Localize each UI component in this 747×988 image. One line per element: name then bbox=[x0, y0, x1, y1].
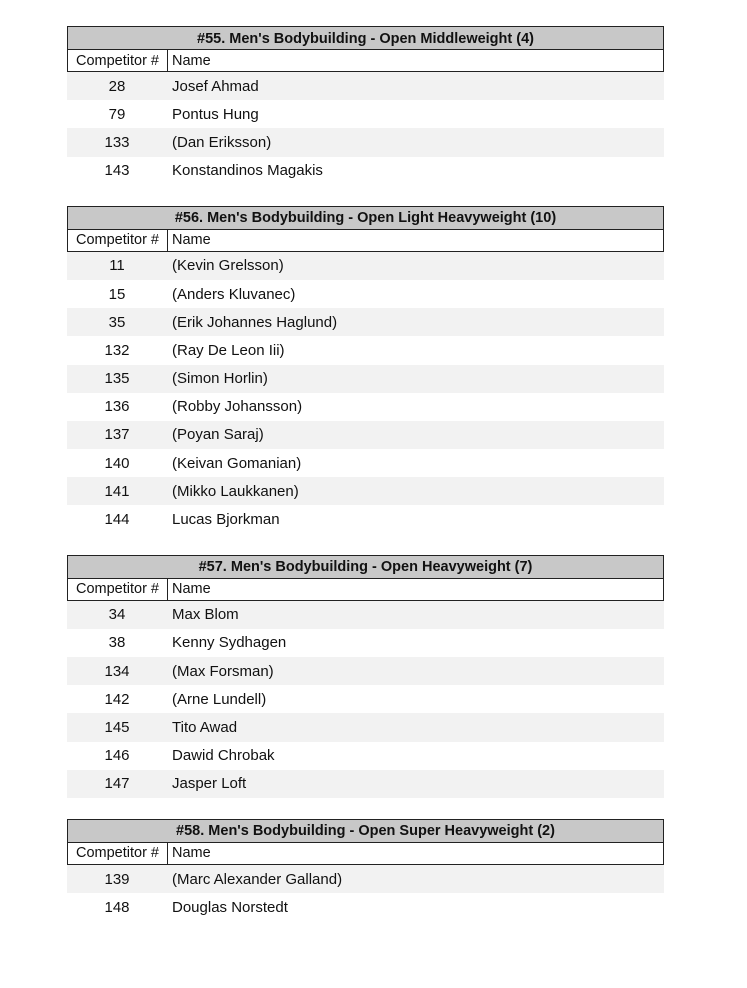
competitor-list bbox=[67, 601, 664, 798]
competitor-number: 133 bbox=[104, 133, 130, 151]
competitor-row bbox=[67, 742, 664, 770]
division-58 bbox=[67, 819, 664, 921]
competitor-name: Jasper Loft bbox=[172, 775, 247, 793]
competitor-number: 141 bbox=[104, 482, 130, 500]
competitor-name: (Arne Lundell) bbox=[172, 690, 267, 708]
competitor-number: 145 bbox=[104, 718, 130, 736]
competitor-row bbox=[67, 280, 664, 308]
competitor-number: 143 bbox=[104, 162, 130, 180]
competitor-name: (Robby Johansson) bbox=[172, 398, 303, 416]
competitor-number: 137 bbox=[104, 426, 130, 444]
column-header-name: Name bbox=[172, 232, 211, 249]
competitor-row bbox=[67, 393, 664, 421]
division-title: #56. Men's Bodybuilding - Open Light Heavyweight (10) bbox=[67, 206, 664, 230]
competitor-list bbox=[67, 865, 664, 921]
competitor-name: Kenny Sydhagen bbox=[172, 634, 287, 652]
competitor-name: (Max Forsman) bbox=[172, 662, 274, 680]
competitor-number: 140 bbox=[104, 454, 130, 472]
competitor-row bbox=[67, 252, 664, 280]
column-header-row bbox=[67, 843, 664, 865]
roster-page bbox=[67, 26, 664, 942]
competitor-name: (Mikko Laukkanen) bbox=[172, 482, 299, 500]
division-title: #55. Men's Bodybuilding - Open Middleweight (4) bbox=[67, 26, 664, 50]
column-header-row bbox=[67, 230, 664, 252]
competitor-list bbox=[67, 72, 664, 185]
competitor-row bbox=[67, 601, 664, 629]
competitor-number: 79 bbox=[108, 105, 126, 123]
column-header-name: Name bbox=[172, 581, 211, 598]
competitor-row bbox=[67, 657, 664, 685]
competitor-name: (Marc Alexander Galland) bbox=[172, 870, 343, 888]
division-title: #57. Men's Bodybuilding - Open Heavyweight (7) bbox=[67, 555, 664, 579]
competitor-number: 35 bbox=[108, 313, 126, 331]
competitor-row bbox=[67, 770, 664, 798]
competitor-number: 146 bbox=[104, 747, 130, 765]
competitor-number: 38 bbox=[108, 634, 126, 652]
division-56 bbox=[67, 206, 664, 534]
competitor-row bbox=[67, 477, 664, 505]
competitor-row bbox=[67, 505, 664, 533]
competitor-name: Max Blom bbox=[172, 606, 239, 624]
competitor-name: (Anders Kluvanec) bbox=[172, 285, 296, 303]
competitor-row bbox=[67, 157, 664, 185]
competitor-name: Pontus Hung bbox=[172, 105, 259, 123]
competitor-name: Josef Ahmad bbox=[172, 77, 259, 95]
competitor-number: 15 bbox=[108, 285, 126, 303]
competitor-row bbox=[67, 893, 664, 921]
competitor-number: 144 bbox=[104, 511, 130, 529]
competitor-name: (Dan Eriksson) bbox=[172, 133, 272, 151]
column-header-competitor-number: Competitor # bbox=[68, 50, 168, 71]
competitor-row bbox=[67, 685, 664, 713]
competitor-name: (Poyan Saraj) bbox=[172, 426, 264, 444]
competitor-name: (Kevin Grelsson) bbox=[172, 257, 284, 275]
competitor-name: Tito Awad bbox=[172, 718, 238, 736]
division-55 bbox=[67, 26, 664, 185]
column-header-competitor-number: Competitor # bbox=[68, 230, 168, 251]
competitor-name: (Erik Johannes Haglund) bbox=[172, 313, 338, 331]
column-header-name: Name bbox=[172, 845, 211, 862]
competitor-number: 11 bbox=[109, 257, 125, 275]
competitor-name: (Keivan Gomanian) bbox=[172, 454, 302, 472]
competitor-row bbox=[67, 72, 664, 100]
competitor-number: 147 bbox=[104, 775, 130, 793]
competitor-number: 139 bbox=[104, 870, 130, 888]
competitor-number: 134 bbox=[104, 662, 130, 680]
competitor-number: 142 bbox=[104, 690, 130, 708]
column-header-name: Name bbox=[172, 52, 211, 69]
column-header-competitor-number: Competitor # bbox=[68, 579, 168, 600]
competitor-name: Lucas Bjorkman bbox=[172, 511, 280, 529]
competitor-row bbox=[67, 308, 664, 336]
competitor-name: (Simon Horlin) bbox=[172, 370, 268, 388]
competitor-row bbox=[67, 336, 664, 364]
competitor-number: 28 bbox=[108, 77, 126, 95]
column-header-competitor-number: Competitor # bbox=[68, 843, 168, 864]
competitor-number: 148 bbox=[104, 898, 130, 916]
competitor-list bbox=[67, 252, 664, 534]
competitor-name: Dawid Chrobak bbox=[172, 747, 275, 765]
competitor-row bbox=[67, 421, 664, 449]
competitor-row bbox=[67, 449, 664, 477]
competitor-row bbox=[67, 128, 664, 156]
competitor-row bbox=[67, 365, 664, 393]
competitor-row bbox=[67, 629, 664, 657]
column-header-row bbox=[67, 50, 664, 72]
division-title: #58. Men's Bodybuilding - Open Super Heavyweight (2) bbox=[67, 819, 664, 843]
competitor-row bbox=[67, 100, 664, 128]
competitor-number: 132 bbox=[104, 341, 130, 359]
competitor-number: 34 bbox=[108, 606, 126, 624]
division-57 bbox=[67, 555, 664, 798]
competitor-name: Douglas Norstedt bbox=[172, 898, 288, 916]
competitor-name: Konstandinos Magakis bbox=[172, 162, 323, 180]
competitor-row bbox=[67, 713, 664, 741]
competitor-row bbox=[67, 865, 664, 893]
column-header-row bbox=[67, 579, 664, 601]
competitor-name: (Ray De Leon Iii) bbox=[172, 341, 285, 359]
competitor-number: 135 bbox=[104, 370, 130, 388]
competitor-number: 136 bbox=[104, 398, 130, 416]
